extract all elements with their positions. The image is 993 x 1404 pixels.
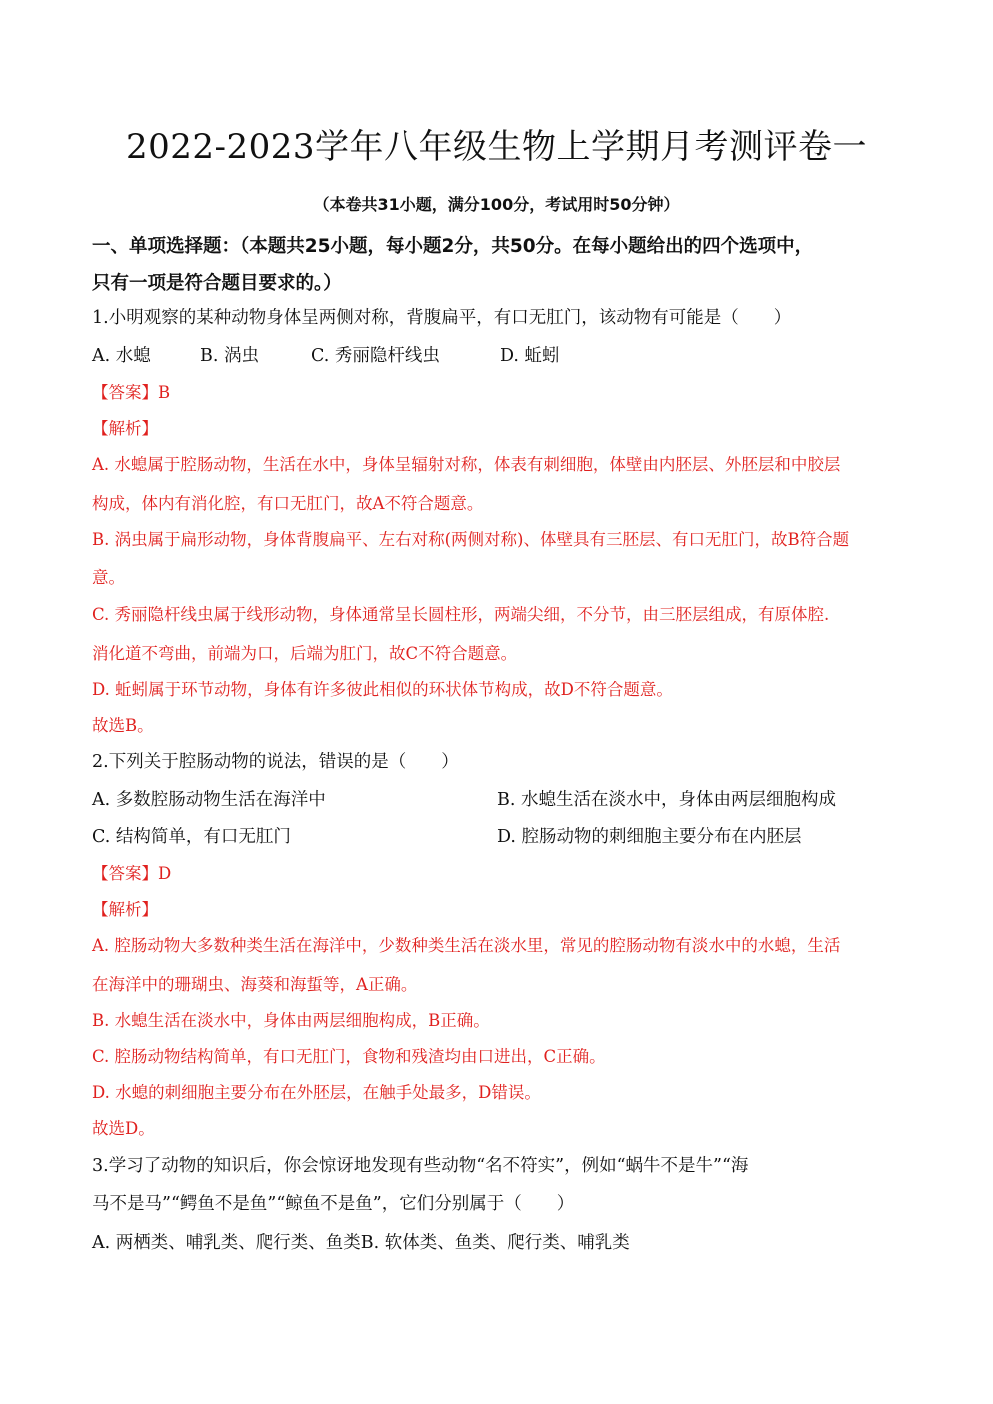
section-heading-line-2: 只有一项是符合题目要求的。）	[92, 273, 342, 294]
q2-stem: 2.下列关于腔肠动物的说法，错误的是（ ）	[92, 752, 459, 772]
q1-option-a: A. 水螅	[92, 346, 151, 366]
q1-answer: 【答案】B	[92, 383, 171, 402]
q2-option-b: B. 水螅生活在淡水中，身体由两层细胞构成	[497, 790, 836, 810]
q1-analysis-line: 意。	[92, 568, 125, 587]
q2-analysis-line: 在海洋中的珊瑚虫、海葵和海蜇等，A正确。	[92, 975, 418, 994]
q2-analysis-label: 【解析】	[92, 900, 158, 919]
q2-analysis-line: D. 水螅的刺细胞主要分布在外胚层，在触手处最多，D错误。	[92, 1083, 541, 1102]
q2-analysis-line: A. 腔肠动物大多数种类生活在海洋中，少数种类生活在淡水里，常见的腔肠动物有淡水中的水螅，生活	[92, 936, 841, 955]
q3-options: A. 两栖类、哺乳类、爬行类、鱼类B. 软体类、鱼类、爬行类、哺乳类	[92, 1233, 630, 1253]
q2-answer: 【答案】D	[92, 864, 172, 883]
q1-analysis-line: D. 蚯蚓属于环节动物，身体有许多彼此相似的环状体节构成，故D不符合题意。	[92, 680, 673, 699]
page-title: 2022-2023学年八年级生物上学期月考测评卷一	[125, 127, 868, 167]
q2-analysis-line: C. 腔肠动物结构简单，有口无肛门，食物和残渣均由口进出，C正确。	[92, 1047, 606, 1066]
q2-option-d: D. 腔肠动物的刺细胞主要分布在内胚层	[497, 827, 802, 847]
q3-stem-line-1: 3.学习了动物的知识后，你会惊讶地发现有些动物“名不符实”，例如“蜗牛不是牛”“海	[92, 1156, 749, 1176]
q1-option-d: D. 蚯蚓	[500, 346, 560, 366]
section-heading-line-1: 一、单项选择题：（本题共25小题，每小题2分，共50分。在每小题给出的四个选项中，	[92, 236, 814, 257]
q1-analysis-line: 构成，体内有消化腔，有口无肛门，故A不符合题意。	[92, 494, 484, 513]
q1-conclusion: 故选B。	[92, 716, 154, 735]
q2-conclusion: 故选D。	[92, 1119, 155, 1138]
q1-option-b: B. 涡虫	[200, 346, 259, 366]
q1-analysis-line: 消化道不弯曲，前端为口，后端为肛门，故C不符合题意。	[92, 644, 518, 663]
section-heading	[92, 228, 912, 302]
q1-option-c: C. 秀丽隐杆线虫	[311, 346, 440, 366]
q1-stem: 1.小明观察的某种动物身体呈两侧对称，背腹扁平，有口无肛门，该动物有可能是（ ）	[92, 308, 792, 328]
q2-option-a: A. 多数腔肠动物生活在海洋中	[92, 790, 326, 810]
q2-option-c: C. 结构简单，有口无肛门	[92, 827, 291, 847]
q2-analysis-line: B. 水螅生活在淡水中，身体由两层细胞构成，B正确。	[92, 1011, 490, 1030]
q1-analysis-line: B. 涡虫属于扁形动物，身体背腹扁平、左右对称(两侧对称)、体壁具有三胚层、有口无肛门，故B符合题	[92, 530, 850, 549]
q3-stem-line-2: 马不是马”“鳄鱼不是鱼”“鲸鱼不是鱼”，它们分别属于（ ）	[92, 1194, 575, 1214]
q1-analysis-line: A. 水螅属于腔肠动物，生活在水中，身体呈辐射对称，体表有刺细胞，体壁由内胚层、外胚层和中胶层	[92, 455, 841, 474]
q1-analysis-line: C. 秀丽隐杆线虫属于线形动物，身体通常呈长圆柱形，两端尖细，不分节，由三胚层组成，有原体腔.	[92, 605, 830, 624]
exam-info-subtitle: （本卷共31小题，满分100分，考试用时50分钟）	[313, 195, 680, 214]
q1-analysis-label: 【解析】	[92, 419, 158, 438]
